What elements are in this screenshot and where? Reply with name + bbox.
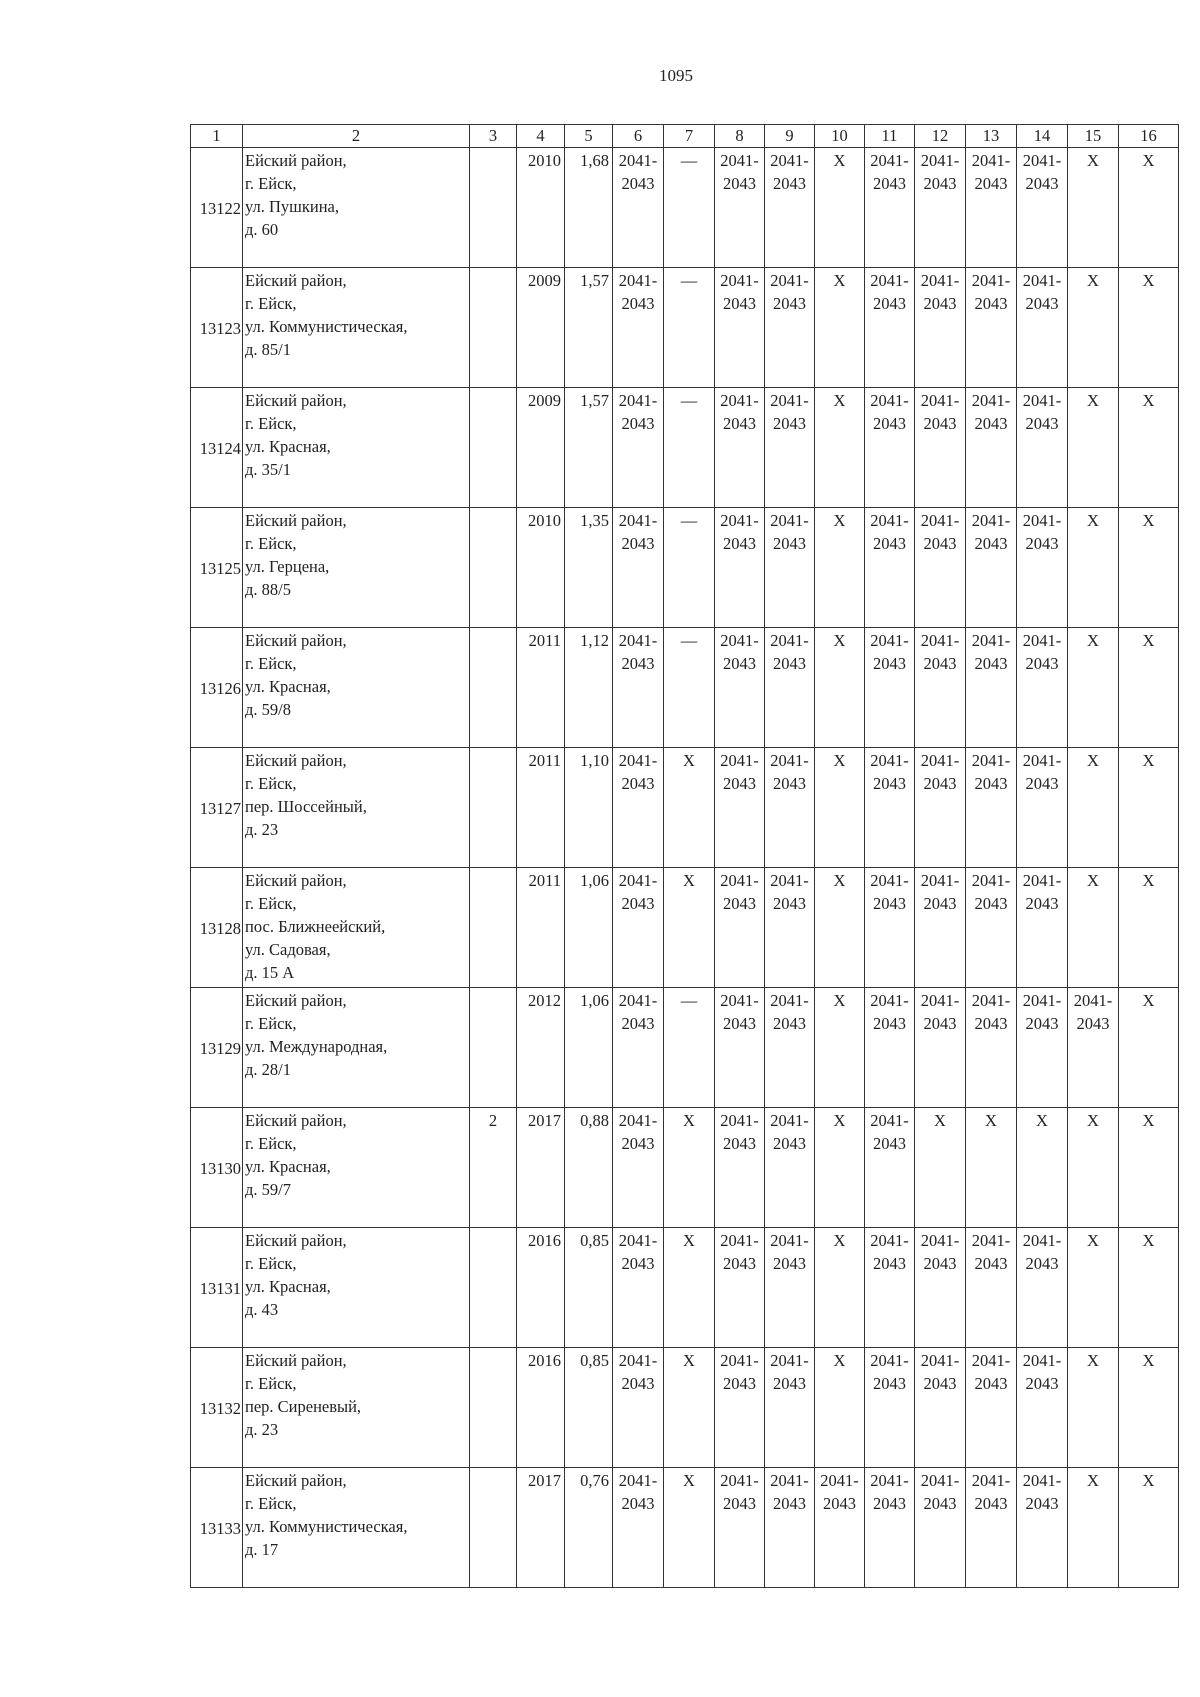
period-cell-7: — — [664, 628, 715, 748]
table-row — [191, 508, 1179, 628]
period-cell-11: 2041- 2043 — [865, 1228, 915, 1348]
period-cell-14: 2041- 2043 — [1017, 988, 1068, 1108]
record-number: 13128 — [191, 868, 243, 988]
period-cell-15: Х — [1068, 868, 1119, 988]
address-line: г. Ейск, — [245, 1134, 297, 1153]
address-line: ул. Коммунистическая, — [245, 1517, 408, 1536]
column-header-9: 9 — [765, 125, 815, 148]
period-cell-10: Х — [815, 388, 865, 508]
column-header-4: 4 — [517, 125, 565, 148]
period-cell-15: Х — [1068, 748, 1119, 868]
address-line: д. 85/1 — [245, 340, 291, 359]
address-cell — [243, 388, 470, 508]
period-cell-14: 2041- 2043 — [1017, 388, 1068, 508]
address-line: г. Ейск, — [245, 654, 297, 673]
record-number: 13125 — [191, 508, 243, 628]
period-cell-10: Х — [815, 628, 865, 748]
address-line: г. Ейск, — [245, 294, 297, 313]
table-row — [191, 628, 1179, 748]
period-cell-8: 2041- 2043 — [715, 988, 765, 1108]
year-cell: 2011 — [517, 868, 565, 988]
address-cell — [243, 1108, 470, 1228]
period-cell-15: Х — [1068, 1228, 1119, 1348]
address-line: ул. Международная, — [245, 1037, 388, 1056]
table-row — [191, 268, 1179, 388]
period-cell-7: Х — [664, 748, 715, 868]
period-cell-15: Х — [1068, 268, 1119, 388]
record-number: 13124 — [191, 388, 243, 508]
year-cell: 2011 — [517, 628, 565, 748]
period-cell-6: 2041- 2043 — [613, 868, 664, 988]
address-line: г. Ейск, — [245, 774, 297, 793]
period-cell-6: 2041- 2043 — [613, 748, 664, 868]
floors-cell — [470, 988, 517, 1108]
period-cell-11: 2041- 2043 — [865, 1468, 915, 1588]
period-cell-7: — — [664, 988, 715, 1108]
column-header-7: 7 — [664, 125, 715, 148]
period-cell-12: 2041- 2043 — [915, 388, 966, 508]
period-cell-11: 2041- 2043 — [865, 1348, 915, 1468]
period-cell-14: 2041- 2043 — [1017, 748, 1068, 868]
period-cell-12: 2041- 2043 — [915, 988, 966, 1108]
period-cell-11: 2041- 2043 — [865, 388, 915, 508]
period-cell-6: 2041- 2043 — [613, 388, 664, 508]
address-line: г. Ейск, — [245, 1494, 297, 1513]
period-cell-9: 2041- 2043 — [765, 388, 815, 508]
period-cell-15: Х — [1068, 628, 1119, 748]
period-cell-9: 2041- 2043 — [765, 1108, 815, 1228]
period-cell-16: Х — [1119, 268, 1179, 388]
address-line: пер. Шоссейный, — [245, 797, 367, 816]
period-cell-9: 2041- 2043 — [765, 988, 815, 1108]
period-cell-8: 2041- 2043 — [715, 1108, 765, 1228]
record-number: 13122 — [191, 148, 243, 268]
period-cell-8: 2041- 2043 — [715, 748, 765, 868]
period-cell-13: 2041- 2043 — [966, 628, 1017, 748]
address-cell — [243, 1468, 470, 1588]
period-cell-13: 2041- 2043 — [966, 508, 1017, 628]
period-cell-11: 2041- 2043 — [865, 748, 915, 868]
table-body — [191, 148, 1179, 1588]
period-cell-16: Х — [1119, 1108, 1179, 1228]
period-cell-16: Х — [1119, 1348, 1179, 1468]
floors-cell — [470, 508, 517, 628]
address-line: д. 88/5 — [245, 580, 291, 599]
column-header-2: 2 — [243, 125, 470, 148]
period-cell-6: 2041- 2043 — [613, 1228, 664, 1348]
column-header-12: 12 — [915, 125, 966, 148]
period-cell-11: 2041- 2043 — [865, 148, 915, 268]
column-header-10: 10 — [815, 125, 865, 148]
period-cell-8: 2041- 2043 — [715, 1468, 765, 1588]
wear-cell: 1,35 — [565, 508, 613, 628]
address-line: д. 59/8 — [245, 700, 291, 719]
address-line: д. 60 — [245, 220, 279, 239]
period-cell-10: Х — [815, 988, 865, 1108]
period-cell-9: 2041- 2043 — [765, 868, 815, 988]
record-number: 13130 — [191, 1108, 243, 1228]
table-row — [191, 1228, 1179, 1348]
table-row — [191, 868, 1179, 988]
year-cell: 2010 — [517, 508, 565, 628]
address-line: д. 17 — [245, 1540, 279, 1559]
record-number: 13131 — [191, 1228, 243, 1348]
period-cell-13: 2041- 2043 — [966, 868, 1017, 988]
address-line: ул. Красная, — [245, 1277, 331, 1296]
address-line: пер. Сиреневый, — [245, 1397, 362, 1416]
period-cell-8: 2041- 2043 — [715, 868, 765, 988]
address-line: Ейский район, — [245, 151, 347, 170]
period-cell-11: 2041- 2043 — [865, 1108, 915, 1228]
floors-cell: 2 — [470, 1108, 517, 1228]
address-line: г. Ейск, — [245, 1014, 297, 1033]
period-cell-11: 2041- 2043 — [865, 868, 915, 988]
address-line: Ейский район, — [245, 271, 347, 290]
floors-cell — [470, 748, 517, 868]
address-line: ул. Садовая, — [245, 940, 331, 959]
period-cell-9: 2041- 2043 — [765, 748, 815, 868]
address-cell — [243, 868, 470, 988]
period-cell-6: 2041- 2043 — [613, 988, 664, 1108]
period-cell-8: 2041- 2043 — [715, 508, 765, 628]
address-cell — [243, 508, 470, 628]
period-cell-16: Х — [1119, 868, 1179, 988]
period-cell-14: 2041- 2043 — [1017, 268, 1068, 388]
period-cell-12: Х — [915, 1108, 966, 1228]
period-cell-6: 2041- 2043 — [613, 628, 664, 748]
period-cell-9: 2041- 2043 — [765, 628, 815, 748]
period-cell-11: 2041- 2043 — [865, 988, 915, 1108]
period-cell-16: Х — [1119, 748, 1179, 868]
period-cell-10: Х — [815, 268, 865, 388]
table-row — [191, 148, 1179, 268]
wear-cell: 1,12 — [565, 628, 613, 748]
period-cell-15: Х — [1068, 388, 1119, 508]
period-cell-8: 2041- 2043 — [715, 148, 765, 268]
period-cell-13: 2041- 2043 — [966, 388, 1017, 508]
period-cell-8: 2041- 2043 — [715, 388, 765, 508]
housing-register-table — [190, 124, 1179, 1588]
address-line: ул. Пушкина, — [245, 197, 340, 216]
period-cell-10: Х — [815, 508, 865, 628]
address-line: Ейский район, — [245, 1351, 347, 1370]
column-header-5: 5 — [565, 125, 613, 148]
year-cell: 2016 — [517, 1228, 565, 1348]
address-line: д. 59/7 — [245, 1180, 291, 1199]
period-cell-14: 2041- 2043 — [1017, 1348, 1068, 1468]
wear-cell: 0,76 — [565, 1468, 613, 1588]
column-header-15: 15 — [1068, 125, 1119, 148]
wear-cell: 0,85 — [565, 1348, 613, 1468]
period-cell-7: — — [664, 148, 715, 268]
period-cell-14: 2041- 2043 — [1017, 148, 1068, 268]
address-line: д. 23 — [245, 820, 279, 839]
period-cell-7: Х — [664, 868, 715, 988]
year-cell: 2016 — [517, 1348, 565, 1468]
period-cell-13: 2041- 2043 — [966, 1228, 1017, 1348]
period-cell-11: 2041- 2043 — [865, 628, 915, 748]
period-cell-10: 2041- 2043 — [815, 1468, 865, 1588]
period-cell-15: Х — [1068, 1348, 1119, 1468]
table-row — [191, 988, 1179, 1108]
address-line: ул. Красная, — [245, 677, 331, 696]
address-line: г. Ейск, — [245, 174, 297, 193]
period-cell-9: 2041- 2043 — [765, 1468, 815, 1588]
wear-cell: 1,06 — [565, 868, 613, 988]
table-row — [191, 1108, 1179, 1228]
floors-cell — [470, 268, 517, 388]
address-line: ул. Герцена, — [245, 557, 330, 576]
period-cell-11: 2041- 2043 — [865, 508, 915, 628]
period-cell-7: Х — [664, 1108, 715, 1228]
period-cell-8: 2041- 2043 — [715, 268, 765, 388]
floors-cell — [470, 1228, 517, 1348]
wear-cell: 1,06 — [565, 988, 613, 1108]
floors-cell — [470, 868, 517, 988]
period-cell-13: 2041- 2043 — [966, 148, 1017, 268]
record-number: 13123 — [191, 268, 243, 388]
page-number: 1095 — [659, 66, 693, 85]
period-cell-6: 2041- 2043 — [613, 1468, 664, 1588]
address-cell — [243, 628, 470, 748]
period-cell-14: 2041- 2043 — [1017, 628, 1068, 748]
address-cell — [243, 988, 470, 1108]
period-cell-13: 2041- 2043 — [966, 1348, 1017, 1468]
column-header-11: 11 — [865, 125, 915, 148]
floors-cell — [470, 1468, 517, 1588]
wear-cell: 0,88 — [565, 1108, 613, 1228]
period-cell-13: 2041- 2043 — [966, 988, 1017, 1108]
address-line: д. 43 — [245, 1300, 279, 1319]
year-cell: 2017 — [517, 1468, 565, 1588]
address-line: Ейский район, — [245, 991, 347, 1010]
year-cell: 2009 — [517, 268, 565, 388]
period-cell-15: Х — [1068, 1468, 1119, 1588]
year-cell: 2017 — [517, 1108, 565, 1228]
address-line: Ейский район, — [245, 871, 347, 890]
period-cell-8: 2041- 2043 — [715, 1228, 765, 1348]
period-cell-9: 2041- 2043 — [765, 148, 815, 268]
period-cell-6: 2041- 2043 — [613, 268, 664, 388]
period-cell-9: 2041- 2043 — [765, 1228, 815, 1348]
period-cell-10: Х — [815, 748, 865, 868]
address-line: д. 23 — [245, 1420, 279, 1439]
period-cell-16: Х — [1119, 1228, 1179, 1348]
period-cell-16: Х — [1119, 508, 1179, 628]
table-row — [191, 748, 1179, 868]
period-cell-12: 2041- 2043 — [915, 148, 966, 268]
period-cell-10: Х — [815, 148, 865, 268]
period-cell-6: 2041- 2043 — [613, 1348, 664, 1468]
period-cell-9: 2041- 2043 — [765, 508, 815, 628]
period-cell-12: 2041- 2043 — [915, 748, 966, 868]
column-header-14: 14 — [1017, 125, 1068, 148]
table-row — [191, 388, 1179, 508]
period-cell-9: 2041- 2043 — [765, 1348, 815, 1468]
table-row — [191, 1468, 1179, 1588]
period-cell-16: Х — [1119, 388, 1179, 508]
period-cell-7: — — [664, 388, 715, 508]
period-cell-10: Х — [815, 1228, 865, 1348]
address-line: Ейский район, — [245, 1111, 347, 1130]
address-line: Ейский район, — [245, 511, 347, 530]
record-number: 13126 — [191, 628, 243, 748]
address-line: г. Ейск, — [245, 1254, 297, 1273]
record-number: 13132 — [191, 1348, 243, 1468]
record-number: 13133 — [191, 1468, 243, 1588]
column-number-row — [191, 125, 1179, 148]
address-line: г. Ейск, — [245, 1374, 297, 1393]
period-cell-6: 2041- 2043 — [613, 148, 664, 268]
address-line: г. Ейск, — [245, 414, 297, 433]
address-line: ул. Красная, — [245, 1157, 331, 1176]
period-cell-15: Х — [1068, 148, 1119, 268]
floors-cell — [470, 628, 517, 748]
period-cell-12: 2041- 2043 — [915, 1348, 966, 1468]
period-cell-8: 2041- 2043 — [715, 628, 765, 748]
wear-cell: 1,10 — [565, 748, 613, 868]
period-cell-7: Х — [664, 1348, 715, 1468]
wear-cell: 1,68 — [565, 148, 613, 268]
period-cell-10: Х — [815, 1108, 865, 1228]
period-cell-15: Х — [1068, 1108, 1119, 1228]
address-line: ул. Коммунистическая, — [245, 317, 408, 336]
period-cell-12: 2041- 2043 — [915, 628, 966, 748]
address-cell — [243, 748, 470, 868]
period-cell-7: Х — [664, 1468, 715, 1588]
address-line: г. Ейск, — [245, 894, 297, 913]
period-cell-6: 2041- 2043 — [613, 508, 664, 628]
floors-cell — [470, 148, 517, 268]
address-line: Ейский район, — [245, 1231, 347, 1250]
table-row — [191, 1348, 1179, 1468]
column-header-3: 3 — [470, 125, 517, 148]
floors-cell — [470, 1348, 517, 1468]
column-header-16: 16 — [1119, 125, 1179, 148]
period-cell-14: 2041- 2043 — [1017, 1468, 1068, 1588]
period-cell-16: Х — [1119, 1468, 1179, 1588]
period-cell-12: 2041- 2043 — [915, 508, 966, 628]
period-cell-7: — — [664, 508, 715, 628]
year-cell: 2012 — [517, 988, 565, 1108]
period-cell-16: Х — [1119, 628, 1179, 748]
period-cell-14: Х — [1017, 1108, 1068, 1228]
period-cell-14: 2041- 2043 — [1017, 1228, 1068, 1348]
period-cell-10: Х — [815, 868, 865, 988]
period-cell-13: 2041- 2043 — [966, 268, 1017, 388]
address-cell — [243, 1228, 470, 1348]
period-cell-10: Х — [815, 1348, 865, 1468]
address-line: Ейский район, — [245, 391, 347, 410]
year-cell: 2011 — [517, 748, 565, 868]
address-line: Ейский район, — [245, 631, 347, 650]
address-line: Ейский район, — [245, 1471, 347, 1490]
address-line: д. 28/1 — [245, 1060, 291, 1079]
period-cell-11: 2041- 2043 — [865, 268, 915, 388]
year-cell: 2009 — [517, 388, 565, 508]
period-cell-12: 2041- 2043 — [915, 268, 966, 388]
period-cell-14: 2041- 2043 — [1017, 868, 1068, 988]
wear-cell: 0,85 — [565, 1228, 613, 1348]
period-cell-15: 2041- 2043 — [1068, 988, 1119, 1108]
column-header-8: 8 — [715, 125, 765, 148]
address-line: д. 35/1 — [245, 460, 291, 479]
period-cell-13: 2041- 2043 — [966, 748, 1017, 868]
period-cell-12: 2041- 2043 — [915, 868, 966, 988]
period-cell-12: 2041- 2043 — [915, 1468, 966, 1588]
column-header-13: 13 — [966, 125, 1017, 148]
column-header-6: 6 — [613, 125, 664, 148]
address-line: Ейский район, — [245, 751, 347, 770]
period-cell-13: 2041- 2043 — [966, 1468, 1017, 1588]
period-cell-12: 2041- 2043 — [915, 1228, 966, 1348]
period-cell-8: 2041- 2043 — [715, 1348, 765, 1468]
column-header-1: 1 — [191, 125, 243, 148]
period-cell-16: Х — [1119, 988, 1179, 1108]
address-line: ул. Красная, — [245, 437, 331, 456]
record-number: 13127 — [191, 748, 243, 868]
address-line: г. Ейск, — [245, 534, 297, 553]
period-cell-9: 2041- 2043 — [765, 268, 815, 388]
wear-cell: 1,57 — [565, 268, 613, 388]
year-cell: 2010 — [517, 148, 565, 268]
address-cell — [243, 1348, 470, 1468]
record-number: 13129 — [191, 988, 243, 1108]
address-line: пос. Ближнеейский, — [245, 917, 386, 936]
address-cell — [243, 268, 470, 388]
period-cell-7: Х — [664, 1228, 715, 1348]
period-cell-15: Х — [1068, 508, 1119, 628]
period-cell-13: Х — [966, 1108, 1017, 1228]
wear-cell: 1,57 — [565, 388, 613, 508]
period-cell-14: 2041- 2043 — [1017, 508, 1068, 628]
period-cell-6: 2041- 2043 — [613, 1108, 664, 1228]
period-cell-16: Х — [1119, 148, 1179, 268]
address-cell — [243, 148, 470, 268]
floors-cell — [470, 388, 517, 508]
period-cell-7: — — [664, 268, 715, 388]
address-line: д. 15 А — [245, 963, 295, 982]
